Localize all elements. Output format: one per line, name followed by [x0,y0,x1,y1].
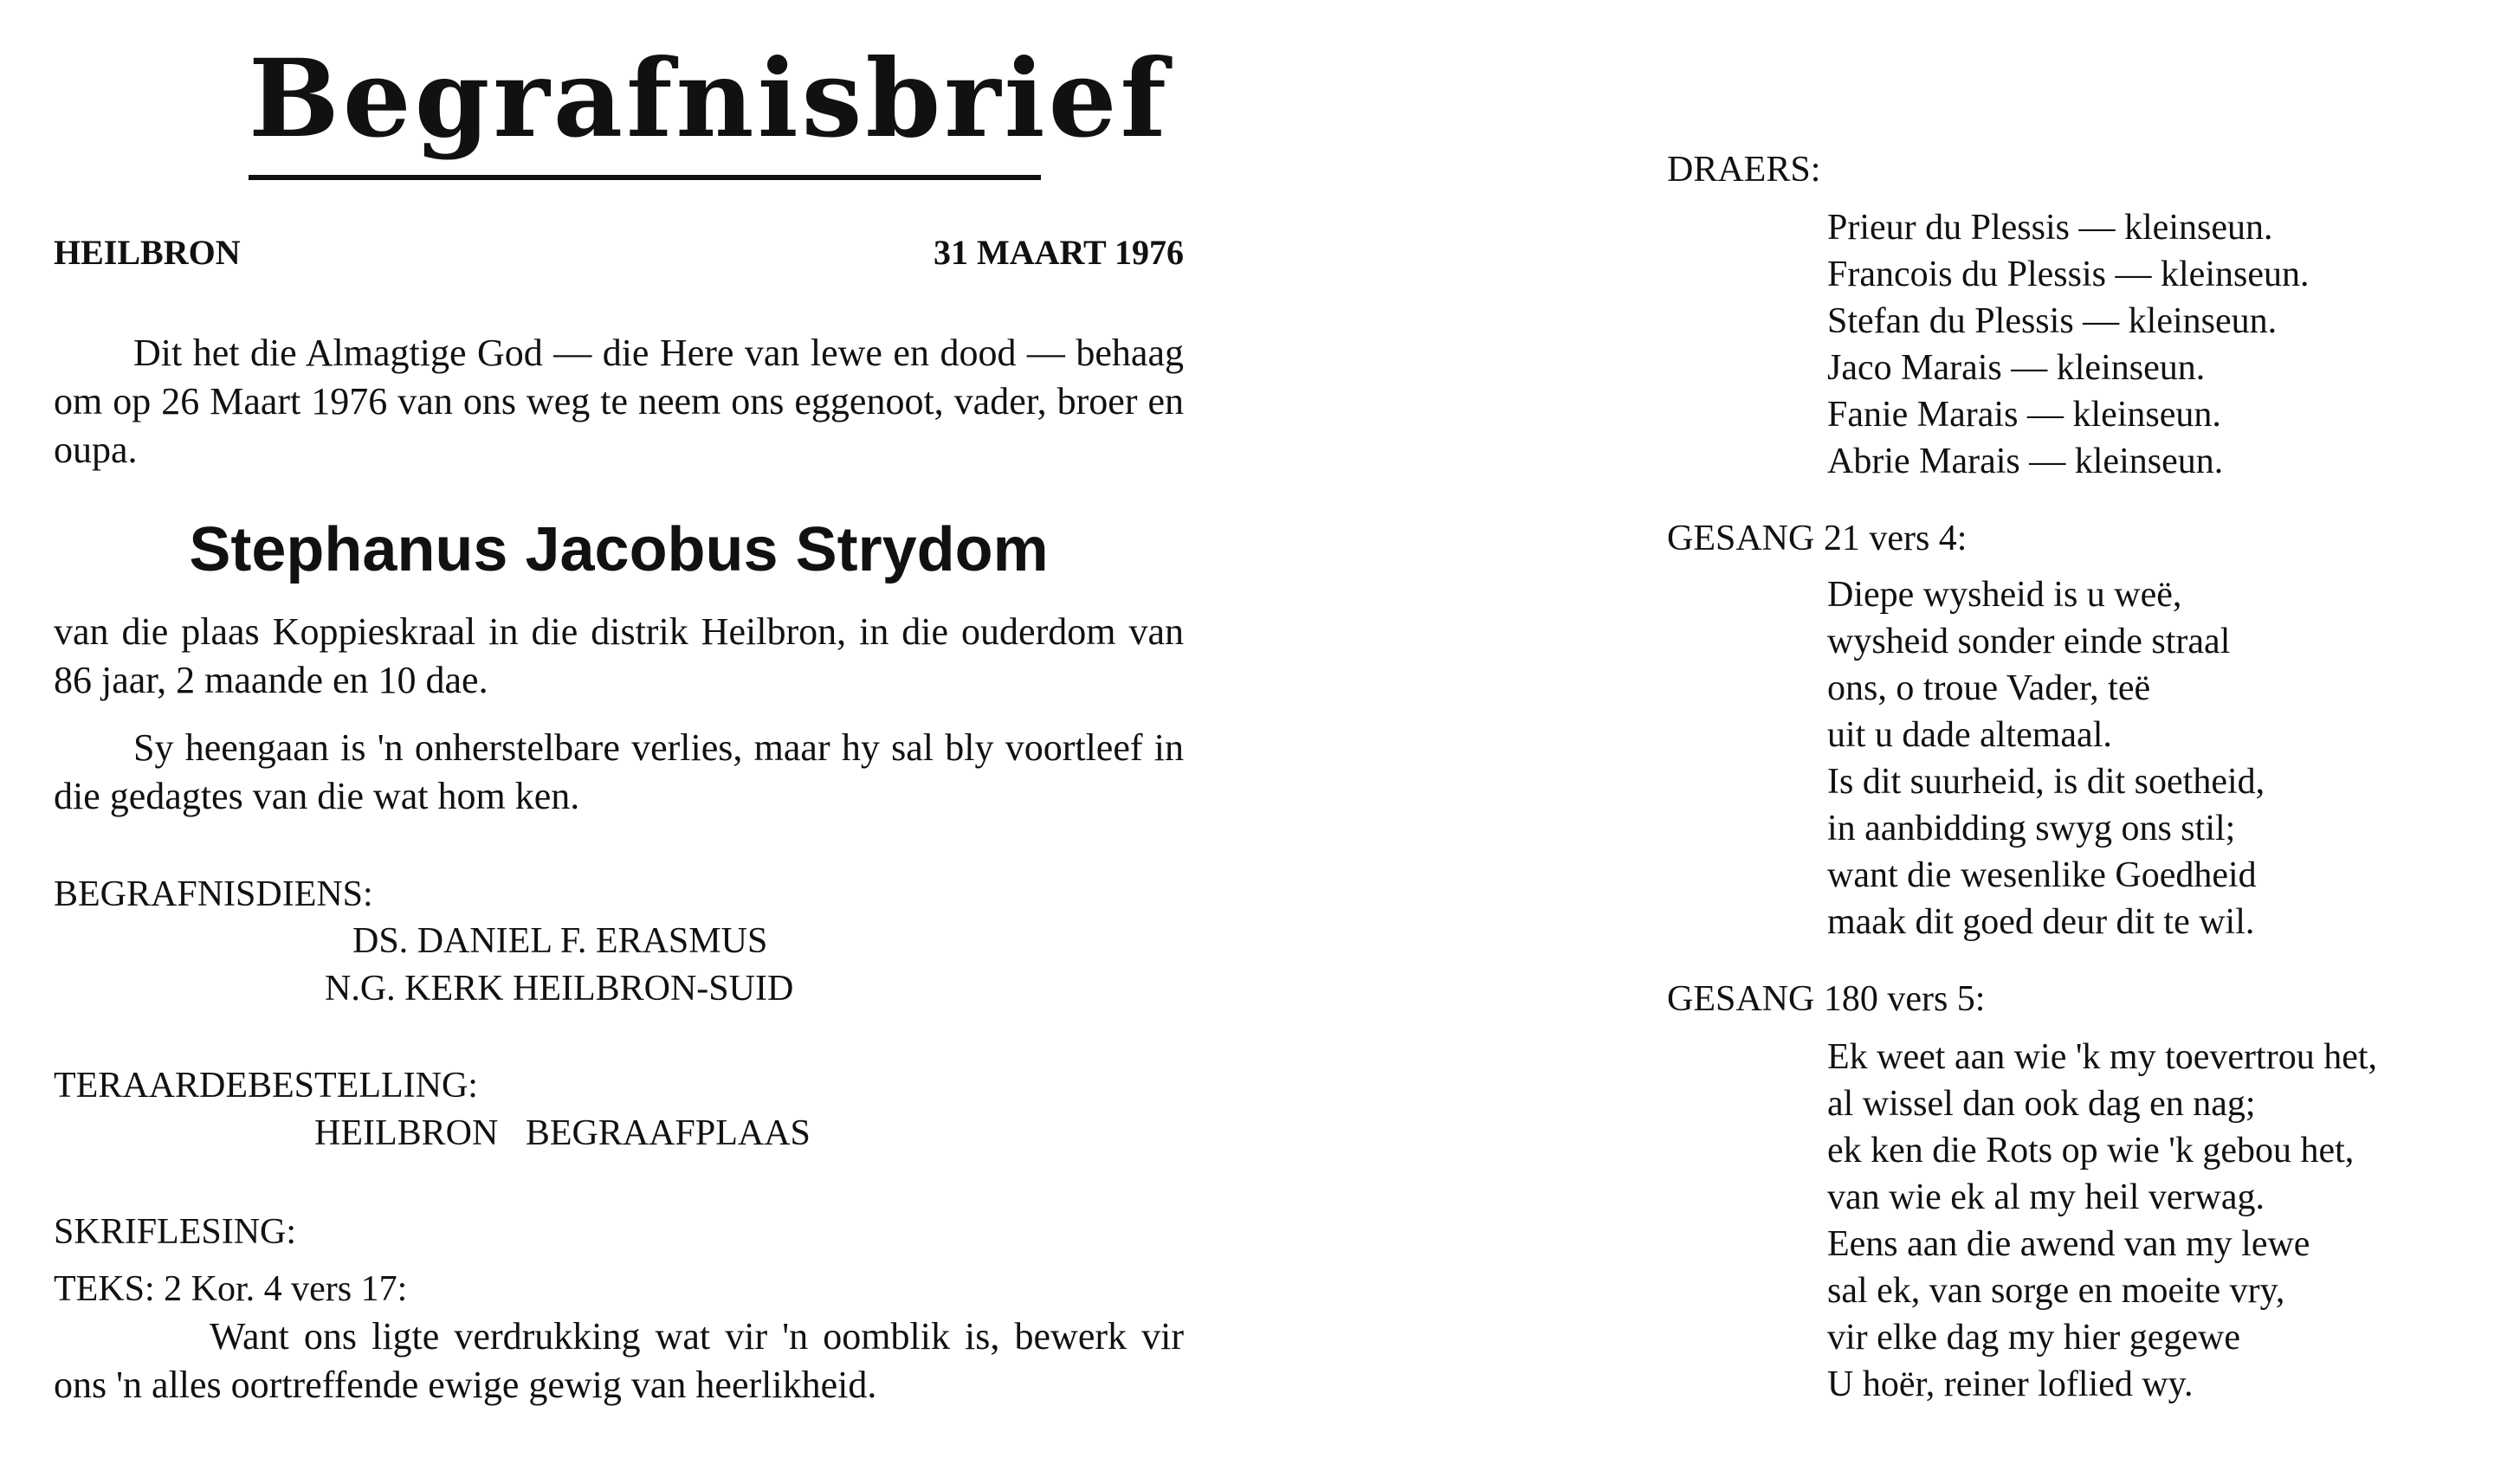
list-item: Stefan du Plessis — kleinseun. [1827,301,2278,341]
deceased-name: Stephanus Jacobus Strydom [189,515,1049,584]
intro-paragraph: Dit het die Almagtige God — die Here van lewe en dood — behaag om op 26 Maart 1976 van ons weg te neem ons eggenoot, vader, broer en oupa. [54,332,1184,471]
hymn2-verse [1827,1034,2377,1408]
bearers-heading: DRAERS: [1667,150,1821,190]
service-church: N.G. KERK HEILBRON-SUID [325,969,794,1009]
text-heading: TEKS: 2 Kor. 4 vers 17: [54,1269,408,1309]
verse-line: in aanbidding swyg ons stil; [1827,809,2236,848]
verse-line: ons, o troue Vader, teë [1827,668,2151,708]
burial-place: HEILBRON BEGRAAFPLAAS [314,1113,811,1153]
burial-heading: TERAARDEBESTELLING: [54,1066,478,1106]
list-item: Fanie Marais — kleinseun. [1827,395,2221,435]
verse-line: want die wesenlike Goedheid [1827,855,2257,895]
scripture-heading: SKRIFLESING: [54,1212,297,1252]
verse-line: ek ken die Rots op wie 'k gebou het, [1827,1131,2355,1171]
list-item: Prieur du Plessis — kleinseun. [1827,208,2273,248]
verse-line: al wissel dan ook dag en nag; [1827,1084,2256,1124]
verse-line: sal ek, van sorge en moeite vry, [1827,1271,2285,1311]
verse-line: Diepe wysheid is u weë, [1827,575,2182,615]
hymn1-verse [1827,571,2265,945]
scripture-text: Want ons ligte verdrukking wat vir 'n oomblik is, bewerk vir ons 'n alles oortreffende ewige gewig van heerlikheid. [54,1315,1184,1406]
title-underline [249,175,1041,180]
page-title: Begrafnisbrief [249,36,1170,162]
residence-paragraph: van die plaas Koppieskraal in die distrik Heilbron, in die ouderdom van 86 jaar, 2 maande en 10 dae. [54,610,1184,701]
hymn2-heading: GESANG 180 vers 5: [1667,979,1986,1019]
tribute-paragraph: Sy heengaan is 'n onherstelbare verlies, maar hy sal bly voortleef in die gedagtes van die wat hom ken. [54,726,1184,817]
list-item: Francois du Plessis — kleinseun. [1827,255,2310,294]
hymn1-heading: GESANG 21 vers 4: [1667,519,1968,558]
verse-line: maak dit goed deur dit te wil. [1827,902,2255,942]
place: HEILBRON [54,233,241,272]
date: 31 MAART 1976 [934,233,1184,272]
verse-line: uit u dade altemaal. [1827,715,2112,755]
list-item: Abrie Marais — kleinseun. [1827,442,2224,481]
verse-line: wysheid sonder einde straal [1827,622,2231,661]
list-item: Jaco Marais — kleinseun. [1827,348,2206,388]
service-minister: DS. DANIEL F. ERASMUS [352,921,768,961]
verse-line: Eens aan die awend van my lewe [1827,1224,2310,1264]
service-heading: BEGRAFNISDIENS: [54,874,373,914]
verse-line: vir elke dag my hier gegewe [1827,1318,2240,1358]
verse-line: Is dit suurheid, is dit soetheid, [1827,762,2265,802]
place-date-row [54,232,1184,284]
verse-line: U hoër, reiner loflied wy. [1827,1364,2194,1404]
verse-line: Ek weet aan wie 'k my toevertrou het, [1827,1037,2378,1077]
title-block [249,35,1170,180]
bearers-list [1827,204,2309,485]
verse-line: van wie ek al my heil verwag. [1827,1177,2265,1217]
